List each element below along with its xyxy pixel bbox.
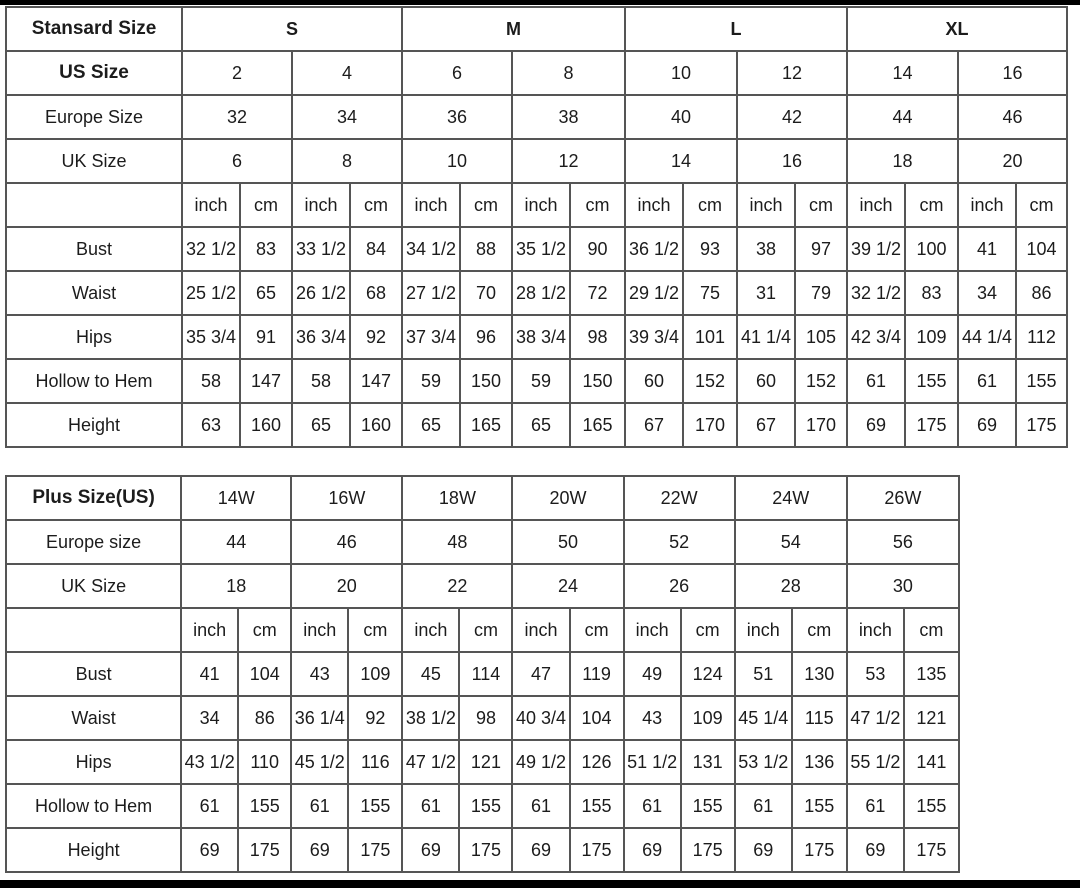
uk-size-cell: 28	[735, 564, 847, 608]
measurement-value-cell: 68	[350, 271, 402, 315]
measurement-value-cell: 175	[238, 828, 291, 872]
unit-cm-cell: cm	[683, 183, 737, 227]
measurement-value-cell: 69	[847, 403, 905, 447]
measurement-value-cell: 49 1/2	[512, 740, 569, 784]
us-size-cell: 16	[958, 51, 1067, 95]
size-group-header: XL	[847, 7, 1067, 51]
measurement-value-cell: 59	[402, 359, 460, 403]
measurement-value-cell: 155	[1016, 359, 1067, 403]
unit-inch-cell: inch	[182, 183, 240, 227]
uk-size-cell: 30	[847, 564, 959, 608]
unit-inch-cell: inch	[512, 608, 569, 652]
measurement-value-cell: 47 1/2	[847, 696, 904, 740]
measurement-value-cell: 61	[735, 784, 792, 828]
row-label: Height	[6, 828, 181, 872]
measurement-value-cell: 28 1/2	[512, 271, 570, 315]
measurement-value-cell: 65	[292, 403, 350, 447]
measurement-value-cell: 49	[624, 652, 681, 696]
measurement-value-cell: 29 1/2	[625, 271, 683, 315]
measurement-value-cell: 155	[348, 784, 402, 828]
unit-inch-cell: inch	[847, 183, 905, 227]
europe-size-cell: 56	[847, 520, 959, 564]
measurement-value-cell: 61	[847, 359, 905, 403]
measurement-value-cell: 116	[348, 740, 402, 784]
measurement-value-cell: 60	[737, 359, 795, 403]
measurement-value-cell: 53	[847, 652, 904, 696]
unit-cm-cell: cm	[240, 183, 292, 227]
measurement-value-cell: 86	[238, 696, 291, 740]
measurement-value-cell: 121	[459, 740, 512, 784]
measurement-value-cell: 150	[570, 359, 625, 403]
unit-row	[6, 183, 1067, 227]
measurement-value-cell: 75	[683, 271, 737, 315]
measurement-value-cell: 43 1/2	[181, 740, 238, 784]
measurement-value-cell: 61	[512, 784, 569, 828]
measurement-value-cell: 33 1/2	[292, 227, 350, 271]
measurement-value-cell: 61	[624, 784, 681, 828]
unit-inch-cell: inch	[735, 608, 792, 652]
measurement-value-cell: 175	[905, 403, 958, 447]
standard-size-table	[5, 6, 1068, 448]
measurement-value-cell: 36 1/2	[625, 227, 683, 271]
measurement-value-cell: 175	[348, 828, 402, 872]
measurement-value-cell: 165	[570, 403, 625, 447]
measurement-value-cell: 175	[681, 828, 735, 872]
measurement-value-cell: 100	[905, 227, 958, 271]
uk-size-row	[6, 564, 959, 608]
unit-cm-cell: cm	[1016, 183, 1067, 227]
europe-size-cell: 46	[958, 95, 1067, 139]
uk-size-cell: 26	[624, 564, 735, 608]
measurement-value-cell: 36 1/4	[291, 696, 348, 740]
measurement-value-cell: 131	[681, 740, 735, 784]
measurement-value-cell: 175	[570, 828, 624, 872]
europe-size-cell: 32	[182, 95, 292, 139]
unit-inch-cell: inch	[737, 183, 795, 227]
unit-cm-cell: cm	[350, 183, 402, 227]
measurement-value-cell: 41 1/4	[737, 315, 795, 359]
measurement-value-cell: 88	[460, 227, 512, 271]
measurement-value-cell: 31	[737, 271, 795, 315]
us-size-cell: 14	[847, 51, 958, 95]
europe-size-cell: 40	[625, 95, 737, 139]
europe-size-cell: 54	[735, 520, 847, 564]
size-group-header: S	[182, 7, 402, 51]
europe-size-cell: 44	[847, 95, 958, 139]
measurement-row	[6, 315, 1067, 359]
unit-inch-cell: inch	[402, 608, 459, 652]
measurement-value-cell: 110	[238, 740, 291, 784]
measurement-value-cell: 155	[681, 784, 735, 828]
measurement-value-cell: 69	[291, 828, 348, 872]
us-size-cell: 4	[292, 51, 402, 95]
plus-size-header: 18W	[402, 476, 512, 520]
unit-cm-cell: cm	[460, 183, 512, 227]
uk-size-cell: 6	[182, 139, 292, 183]
us-size-row	[6, 51, 1067, 95]
measurement-value-cell: 121	[904, 696, 959, 740]
measurement-value-cell: 65	[240, 271, 292, 315]
measurement-value-cell: 38 3/4	[512, 315, 570, 359]
measurement-value-cell: 160	[350, 403, 402, 447]
measurement-value-cell: 65	[512, 403, 570, 447]
measurement-value-cell: 32 1/2	[847, 271, 905, 315]
size-group-header: L	[625, 7, 847, 51]
measurement-value-cell: 61	[958, 359, 1016, 403]
unit-cm-cell: cm	[238, 608, 291, 652]
measurement-value-cell: 90	[570, 227, 625, 271]
measurement-value-cell: 155	[570, 784, 624, 828]
us-size-cell: 2	[182, 51, 292, 95]
uk-size-row	[6, 139, 1067, 183]
measurement-row	[6, 359, 1067, 403]
measurement-value-cell: 152	[683, 359, 737, 403]
row-label: Europe Size	[6, 95, 182, 139]
row-label: Hollow to Hem	[6, 359, 182, 403]
measurement-value-cell: 53 1/2	[735, 740, 792, 784]
measurement-value-cell: 45 1/4	[735, 696, 792, 740]
measurement-value-cell: 25 1/2	[182, 271, 240, 315]
row-label: Waist	[6, 696, 181, 740]
measurement-value-cell: 39 1/2	[847, 227, 905, 271]
measurement-value-cell: 45 1/2	[291, 740, 348, 784]
europe-size-row	[6, 95, 1067, 139]
measurement-row	[6, 652, 959, 696]
measurement-value-cell: 97	[795, 227, 847, 271]
plus-size-header-row	[6, 476, 959, 520]
measurement-value-cell: 34	[958, 271, 1016, 315]
measurement-value-cell: 43	[624, 696, 681, 740]
measurement-value-cell: 69	[958, 403, 1016, 447]
measurement-value-cell: 170	[795, 403, 847, 447]
measurement-value-cell: 160	[240, 403, 292, 447]
europe-size-cell: 38	[512, 95, 625, 139]
measurement-value-cell: 27 1/2	[402, 271, 460, 315]
row-label: Hollow to Hem	[6, 784, 181, 828]
plus-size-header: 26W	[847, 476, 959, 520]
measurement-value-cell: 58	[182, 359, 240, 403]
table-corner-title: Stansard Size	[6, 7, 182, 51]
unit-inch-cell: inch	[292, 183, 350, 227]
measurement-value-cell: 58	[292, 359, 350, 403]
measurement-value-cell: 34 1/2	[402, 227, 460, 271]
measurement-value-cell: 124	[681, 652, 735, 696]
plus-size-header: 22W	[624, 476, 735, 520]
uk-size-cell: 18	[847, 139, 958, 183]
unit-inch-cell: inch	[625, 183, 683, 227]
measurement-value-cell: 42 3/4	[847, 315, 905, 359]
size-group-header: M	[402, 7, 625, 51]
row-label: Bust	[6, 652, 181, 696]
unit-cm-cell: cm	[570, 183, 625, 227]
measurement-value-cell: 119	[570, 652, 624, 696]
measurement-value-cell: 104	[570, 696, 624, 740]
measurement-value-cell: 175	[792, 828, 847, 872]
measurement-value-cell: 43	[291, 652, 348, 696]
measurement-value-cell: 69	[402, 828, 459, 872]
uk-size-cell: 20	[958, 139, 1067, 183]
unit-inch-cell: inch	[847, 608, 904, 652]
europe-size-cell: 48	[402, 520, 512, 564]
plus-size-header: 16W	[291, 476, 402, 520]
measurement-value-cell: 83	[905, 271, 958, 315]
europe-size-cell: 44	[181, 520, 291, 564]
measurement-value-cell: 165	[460, 403, 512, 447]
plus-size-header: 24W	[735, 476, 847, 520]
unit-inch-cell: inch	[624, 608, 681, 652]
plus-size-header: 14W	[181, 476, 291, 520]
measurement-value-cell: 126	[570, 740, 624, 784]
measurement-value-cell: 47 1/2	[402, 740, 459, 784]
measurement-value-cell: 69	[181, 828, 238, 872]
measurement-value-cell: 63	[182, 403, 240, 447]
measurement-value-cell: 86	[1016, 271, 1067, 315]
measurement-value-cell: 41	[958, 227, 1016, 271]
unit-cm-cell: cm	[795, 183, 847, 227]
measurement-value-cell: 135	[904, 652, 959, 696]
measurement-value-cell: 91	[240, 315, 292, 359]
measurement-value-cell: 101	[683, 315, 737, 359]
bottom-border-bar	[0, 880, 1080, 888]
uk-size-cell: 14	[625, 139, 737, 183]
unit-inch-cell: inch	[402, 183, 460, 227]
us-size-cell: 12	[737, 51, 847, 95]
europe-size-cell: 36	[402, 95, 512, 139]
uk-size-cell: 16	[737, 139, 847, 183]
row-label: Bust	[6, 227, 182, 271]
measurement-row	[6, 227, 1067, 271]
measurement-value-cell: 61	[402, 784, 459, 828]
measurement-row	[6, 271, 1067, 315]
row-label: Europe size	[6, 520, 181, 564]
row-label: UK Size	[6, 139, 182, 183]
measurement-value-cell: 170	[683, 403, 737, 447]
measurement-value-cell: 34	[181, 696, 238, 740]
uk-size-cell: 18	[181, 564, 291, 608]
measurement-value-cell: 36 3/4	[292, 315, 350, 359]
measurement-value-cell: 55 1/2	[847, 740, 904, 784]
measurement-value-cell: 93	[683, 227, 737, 271]
measurement-value-cell: 155	[792, 784, 847, 828]
row-label: Waist	[6, 271, 182, 315]
row-label: UK Size	[6, 564, 181, 608]
measurement-value-cell: 26 1/2	[292, 271, 350, 315]
measurement-value-cell: 152	[795, 359, 847, 403]
measurement-value-cell: 109	[905, 315, 958, 359]
top-border-bar	[0, 0, 1080, 5]
row-label: Hips	[6, 740, 181, 784]
plus-size-table	[5, 475, 960, 873]
measurement-value-cell: 60	[625, 359, 683, 403]
measurement-value-cell: 136	[792, 740, 847, 784]
measurement-value-cell: 61	[291, 784, 348, 828]
measurement-value-cell: 109	[681, 696, 735, 740]
measurement-value-cell: 92	[348, 696, 402, 740]
row-label: Hips	[6, 315, 182, 359]
table-corner-title: Plus Size(US)	[6, 476, 181, 520]
europe-size-cell: 50	[512, 520, 623, 564]
measurement-value-cell: 175	[904, 828, 959, 872]
measurement-value-cell: 112	[1016, 315, 1067, 359]
measurement-value-cell: 155	[905, 359, 958, 403]
unit-inch-cell: inch	[512, 183, 570, 227]
measurement-value-cell: 45	[402, 652, 459, 696]
measurement-row	[6, 828, 959, 872]
unit-cm-cell: cm	[905, 183, 958, 227]
measurement-value-cell: 104	[238, 652, 291, 696]
measurement-value-cell: 40 3/4	[512, 696, 569, 740]
unit-row-blank	[6, 608, 181, 652]
measurement-row	[6, 740, 959, 784]
measurement-value-cell: 65	[402, 403, 460, 447]
measurement-row	[6, 784, 959, 828]
uk-size-cell: 20	[291, 564, 402, 608]
unit-cm-cell: cm	[348, 608, 402, 652]
europe-size-cell: 42	[737, 95, 847, 139]
measurement-value-cell: 69	[512, 828, 569, 872]
measurement-value-cell: 41	[181, 652, 238, 696]
plus-size-header: 20W	[512, 476, 623, 520]
measurement-value-cell: 38 1/2	[402, 696, 459, 740]
size-group-header-row	[6, 7, 1067, 51]
measurement-value-cell: 84	[350, 227, 402, 271]
measurement-value-cell: 69	[624, 828, 681, 872]
unit-cm-cell: cm	[792, 608, 847, 652]
measurement-value-cell: 51 1/2	[624, 740, 681, 784]
measurement-value-cell: 79	[795, 271, 847, 315]
measurement-value-cell: 109	[348, 652, 402, 696]
unit-row-blank	[6, 183, 182, 227]
us-size-cell: 10	[625, 51, 737, 95]
measurement-value-cell: 104	[1016, 227, 1067, 271]
measurement-value-cell: 44 1/4	[958, 315, 1016, 359]
unit-row	[6, 608, 959, 652]
unit-cm-cell: cm	[459, 608, 512, 652]
measurement-value-cell: 98	[570, 315, 625, 359]
measurement-value-cell: 69	[735, 828, 792, 872]
measurement-value-cell: 155	[238, 784, 291, 828]
europe-size-cell: 46	[291, 520, 402, 564]
measurement-value-cell: 59	[512, 359, 570, 403]
measurement-value-cell: 114	[459, 652, 512, 696]
unit-cm-cell: cm	[681, 608, 735, 652]
measurement-value-cell: 98	[459, 696, 512, 740]
measurement-value-cell: 61	[181, 784, 238, 828]
measurement-value-cell: 51	[735, 652, 792, 696]
measurement-value-cell: 70	[460, 271, 512, 315]
measurement-value-cell: 35 1/2	[512, 227, 570, 271]
measurement-value-cell: 39 3/4	[625, 315, 683, 359]
measurement-value-cell: 67	[737, 403, 795, 447]
measurement-value-cell: 69	[847, 828, 904, 872]
measurement-value-cell: 147	[240, 359, 292, 403]
measurement-value-cell: 155	[904, 784, 959, 828]
measurement-value-cell: 92	[350, 315, 402, 359]
unit-cm-cell: cm	[904, 608, 959, 652]
measurement-value-cell: 105	[795, 315, 847, 359]
measurement-value-cell: 155	[459, 784, 512, 828]
measurement-value-cell: 61	[847, 784, 904, 828]
unit-inch-cell: inch	[291, 608, 348, 652]
measurement-value-cell: 67	[625, 403, 683, 447]
measurement-value-cell: 72	[570, 271, 625, 315]
row-label: US Size	[6, 51, 182, 95]
measurement-value-cell: 96	[460, 315, 512, 359]
unit-inch-cell: inch	[958, 183, 1016, 227]
measurement-value-cell: 141	[904, 740, 959, 784]
uk-size-cell: 12	[512, 139, 625, 183]
measurement-value-cell: 35 3/4	[182, 315, 240, 359]
measurement-value-cell: 150	[460, 359, 512, 403]
measurement-value-cell: 83	[240, 227, 292, 271]
uk-size-cell: 10	[402, 139, 512, 183]
measurement-value-cell: 32 1/2	[182, 227, 240, 271]
measurement-value-cell: 175	[1016, 403, 1067, 447]
unit-inch-cell: inch	[181, 608, 238, 652]
europe-size-cell: 34	[292, 95, 402, 139]
uk-size-cell: 24	[512, 564, 623, 608]
unit-cm-cell: cm	[570, 608, 624, 652]
us-size-cell: 6	[402, 51, 512, 95]
measurement-value-cell: 47	[512, 652, 569, 696]
measurement-value-cell: 115	[792, 696, 847, 740]
measurement-row	[6, 696, 959, 740]
measurement-value-cell: 37 3/4	[402, 315, 460, 359]
uk-size-cell: 22	[402, 564, 512, 608]
europe-size-row	[6, 520, 959, 564]
measurement-value-cell: 38	[737, 227, 795, 271]
measurement-row	[6, 403, 1067, 447]
europe-size-cell: 52	[624, 520, 735, 564]
row-label: Height	[6, 403, 182, 447]
measurement-value-cell: 147	[350, 359, 402, 403]
us-size-cell: 8	[512, 51, 625, 95]
measurement-value-cell: 175	[459, 828, 512, 872]
uk-size-cell: 8	[292, 139, 402, 183]
measurement-value-cell: 130	[792, 652, 847, 696]
